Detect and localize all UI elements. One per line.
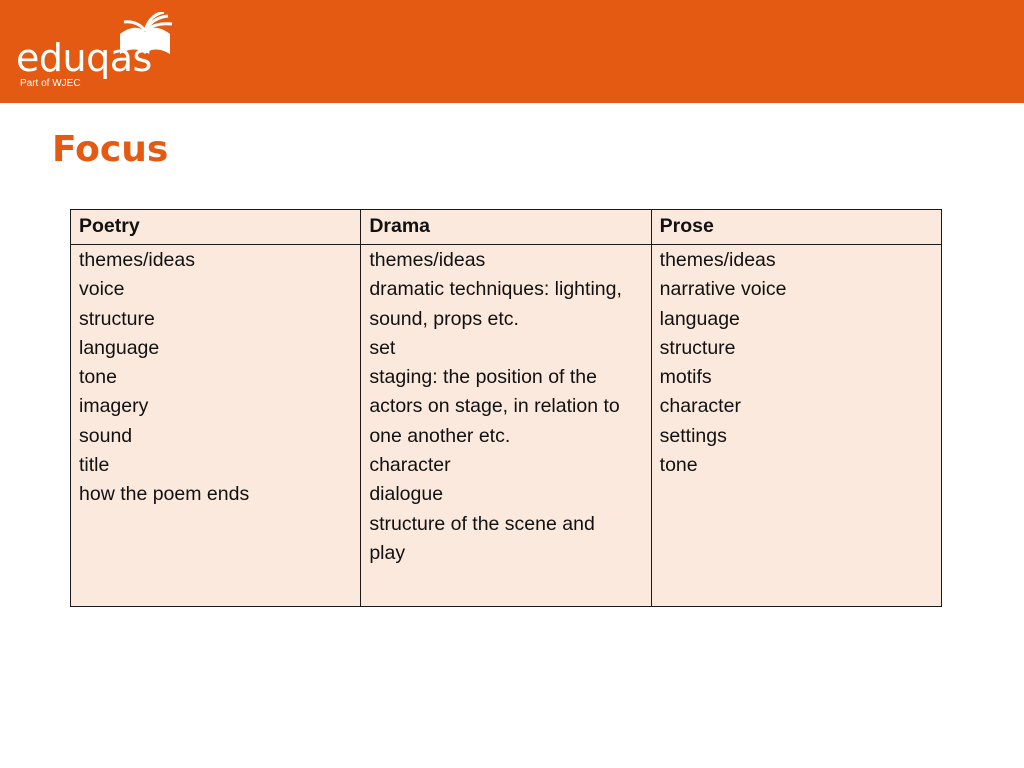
list-item: sound: [79, 424, 133, 447]
list-item: dialogue: [369, 483, 444, 506]
list-item: themes/ideas: [79, 249, 195, 271]
list-item: language: [79, 336, 160, 359]
page-title: Focus: [52, 129, 169, 170]
list-item: dramatic techniques: lighting,: [369, 278, 622, 301]
list-item: themes/ideas: [369, 249, 486, 271]
header-bar: [0, 0, 1024, 103]
list-item: character: [659, 395, 741, 418]
poetry-cell: [71, 245, 361, 607]
list-item: one another etc.: [369, 424, 511, 447]
list-item: tone: [79, 366, 117, 389]
list-item: narrative voice: [659, 278, 787, 301]
brand-tagline: Part of WJEC: [20, 78, 81, 89]
list-item: character: [369, 454, 451, 477]
prose-cell: [651, 245, 941, 607]
list-item: themes/ideas: [659, 249, 776, 271]
list-item: structure: [79, 307, 155, 330]
list-item: set: [369, 336, 396, 359]
table-row: [71, 245, 942, 607]
list-item: structure of the scene and: [369, 512, 595, 535]
drama-cell: [361, 245, 651, 607]
brand-name: eduqas: [16, 36, 152, 80]
list-item: sound, props etc.: [369, 307, 519, 330]
list-item: how the poem ends: [79, 483, 250, 506]
list-item: title: [79, 454, 110, 477]
focus-table: [70, 209, 942, 607]
list-item: staging: the position of the: [369, 366, 597, 389]
table-header-row: [71, 210, 942, 245]
list-item: tone: [659, 454, 698, 477]
list-item: motifs: [659, 366, 712, 389]
eduqas-logo: [16, 12, 166, 92]
column-header-poetry: Poetry: [71, 210, 361, 245]
list-item: language: [659, 307, 740, 330]
list-item: actors on stage, in relation to: [369, 395, 620, 418]
list-item: settings: [659, 424, 727, 447]
list-item: structure: [659, 336, 736, 359]
list-item: play: [369, 541, 406, 564]
list-item: voice: [79, 278, 125, 301]
column-header-drama: Drama: [361, 210, 651, 245]
column-header-prose: Prose: [651, 210, 941, 245]
list-item: imagery: [79, 395, 149, 418]
